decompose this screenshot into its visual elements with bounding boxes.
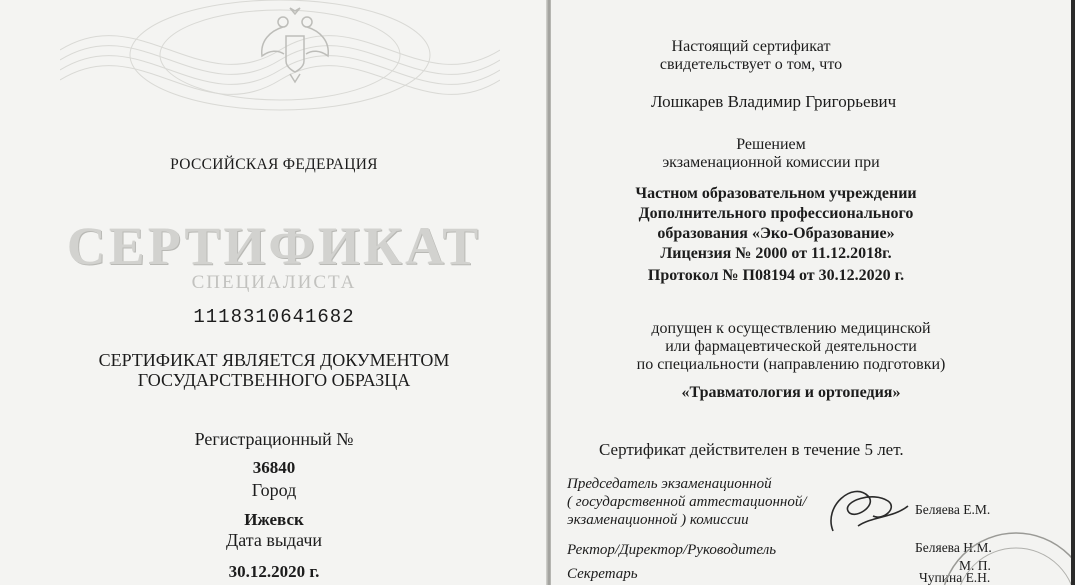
organization-line-2: Дополнительного профессионального	[638, 205, 914, 222]
secretary-name: Чупина Е.Н.	[919, 570, 991, 585]
admission-line-2: или фармацевтической деятельности	[665, 338, 917, 355]
coat-of-arms-icon	[250, 6, 340, 86]
country-name: РОССИЙСКАЯ ФЕДЕРАЦИЯ	[170, 156, 378, 173]
decision-line-1: Решением	[736, 136, 806, 153]
license-line: Лицензия № 2000 от 11.12.2018г.	[660, 245, 892, 262]
stamp-mark	[916, 528, 1075, 585]
issue-date-label: Дата выдачи	[225, 530, 323, 550]
chairman-name: Беляева Е.М.	[915, 502, 991, 517]
city-label: Город	[251, 480, 297, 500]
certificate-title: СЕРТИФИКАТ	[66, 216, 482, 276]
intro-line-1: Настоящий сертификат	[671, 38, 831, 55]
secretary-title: Секретарь	[567, 566, 638, 582]
organization-line-1: Частном образовательном учреждении	[635, 185, 917, 202]
registration-number: 36840	[252, 458, 296, 477]
chairman-title-line-1: Председатель экзаменационной	[567, 476, 772, 492]
right-page	[551, 0, 1075, 585]
intro-line-2: свидетельствует о том, что	[659, 56, 843, 73]
right-edge-shadow	[1071, 0, 1075, 585]
issue-date-value: 30.12.2020 г.	[228, 562, 320, 581]
decision-line-2: экзаменационной комиссии при	[662, 154, 880, 171]
certificate-number: 1118310641682	[193, 306, 355, 328]
chairman-title-line-3: экзаменационной ) комиссии	[567, 512, 749, 528]
rector-name: Беляева Н.М.	[915, 540, 992, 555]
specialty-name: «Травматология и ортопедия»	[681, 384, 901, 401]
document-status-line-1: СЕРТИФИКАТ ЯВЛЯЕТСЯ ДОКУМЕНТОМ	[98, 350, 450, 370]
holder-name: Лошкарев Владимир Григорьевич	[651, 92, 897, 111]
signature-mark	[813, 476, 923, 546]
stamp-place-label: М. П.	[959, 558, 991, 573]
city-value: Ижевск	[244, 510, 304, 529]
chairman-title-line-2: ( государственной аттестационной/	[567, 494, 807, 510]
admission-line-1: допущен к осуществлению медицинской	[651, 320, 931, 337]
certificate-subtitle: СПЕЦИАЛИСТА	[191, 272, 357, 293]
organization-line-3: образования «Эко-Образование»	[657, 225, 895, 242]
validity-statement: Сертификат действителен в течение 5 лет.	[599, 440, 904, 459]
document-status-line-2: ГОСУДАРСТВЕННОГО ОБРАЗЦА	[137, 370, 411, 390]
rector-title: Ректор/Директор/Руководитель	[567, 542, 777, 558]
protocol-line: Протокол № П08194 от 30.12.2020 г.	[647, 267, 905, 284]
registration-label: Регистрационный №	[194, 429, 354, 449]
admission-line-3: по специальности (направлению подготовки)	[636, 356, 946, 373]
